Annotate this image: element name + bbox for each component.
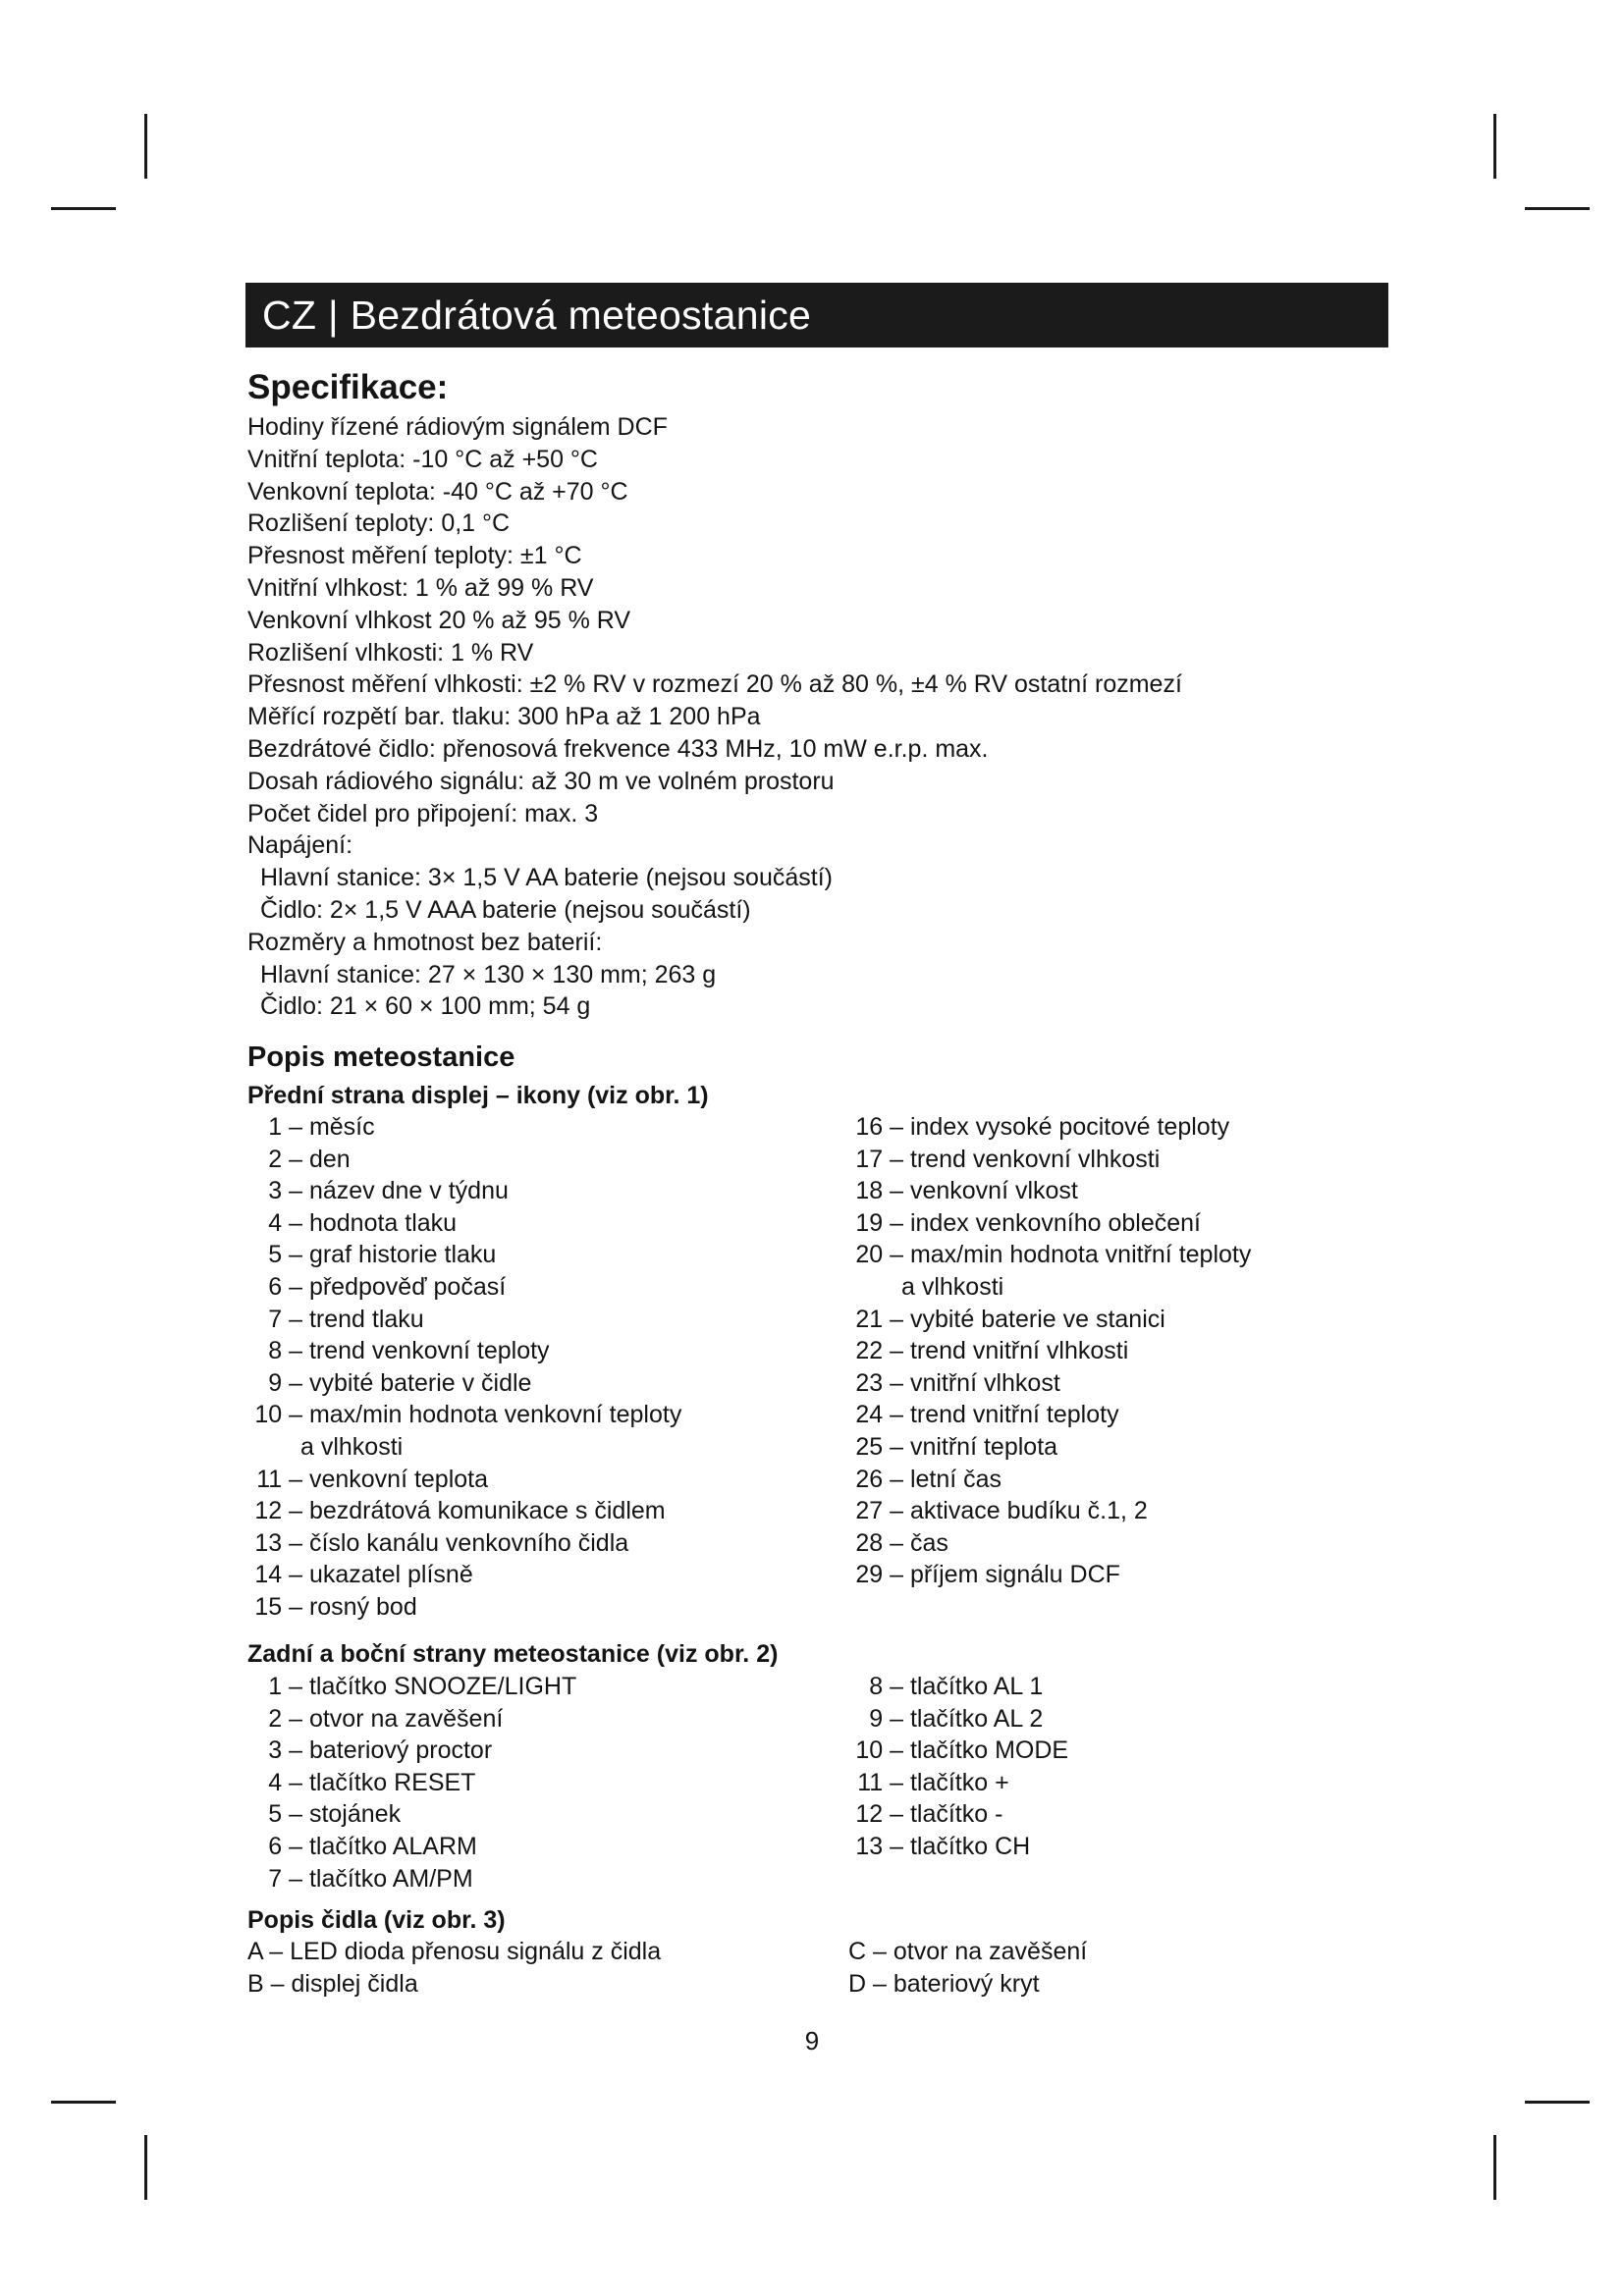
spec-line: Rozměry a hmotnost bez baterií: <box>247 928 603 956</box>
list-item <box>247 1798 576 1831</box>
list-item <box>848 1144 1251 1176</box>
list-item <box>247 1271 681 1304</box>
item-number: 8 – <box>869 1673 903 1700</box>
item-number: 11 – <box>256 1465 302 1493</box>
item-text: ukazatel plísně <box>308 1561 473 1589</box>
item-number: 3 – <box>268 1736 302 1765</box>
list-item <box>247 1464 681 1496</box>
list-item <box>848 1239 1251 1303</box>
item-number: 1 – <box>268 1673 302 1700</box>
item-number: 5 – <box>268 1800 302 1829</box>
item-text: den <box>308 1145 351 1173</box>
item-number: 15 – <box>254 1592 302 1621</box>
crop-mark-top-right-horizontal <box>1525 207 1590 210</box>
item-text: stojánek <box>308 1800 402 1829</box>
item-text: bateriový kryt <box>893 1969 1040 1998</box>
item-number: 23 – <box>855 1368 903 1397</box>
item-text: trend vnitřní vlhkosti <box>909 1337 1129 1365</box>
item-text: trend vnitřní teploty <box>909 1401 1119 1429</box>
list-item <box>247 1735 576 1767</box>
list-item <box>247 1831 576 1863</box>
back-side-heading: Zadní a boční strany meteostanice (viz obr. 2) <box>247 1640 779 1668</box>
sensor-heading: Popis čidla (viz obr. 3) <box>247 1906 506 1934</box>
item-number: 7 – <box>268 1864 302 1893</box>
list-item <box>848 1527 1251 1560</box>
item-number: 25 – <box>855 1432 903 1461</box>
item-text: vybité baterie ve stanici <box>909 1305 1165 1333</box>
item-text: tlačítko AL 1 <box>909 1673 1044 1700</box>
spec-line: Vnitřní teplota: -10 °C až +50 °C <box>247 445 598 473</box>
list-item <box>247 1968 661 2001</box>
spec-line: Rozlišení vlhkosti: 1 % RV <box>247 638 534 667</box>
item-text: předpověď počasí <box>308 1272 507 1301</box>
list-item <box>848 1735 1068 1767</box>
item-text: vybité baterie v čidle <box>308 1368 532 1397</box>
item-text: vnitřní teplota <box>909 1432 1058 1461</box>
list-item <box>247 1527 681 1560</box>
list-item <box>848 1798 1068 1831</box>
list-item <box>247 1304 681 1336</box>
item-number: 28 – <box>855 1528 903 1557</box>
page-title: CZ | Bezdrátová meteostanice <box>245 283 1388 347</box>
spec-line: Přesnost měření vlhkosti: ±2 % RV v rozmezí 20 % až 80 %, ±4 % RV ostatní rozmezí <box>247 670 1182 699</box>
list-item <box>848 1304 1251 1336</box>
crop-mark-top-right-vertical <box>1493 114 1496 179</box>
list-item <box>848 1335 1251 1367</box>
item-text: čas <box>909 1528 948 1557</box>
list-item <box>848 1671 1068 1703</box>
item-number: 12 – <box>254 1497 302 1525</box>
list-item <box>848 1399 1251 1431</box>
item-number: 10 – <box>855 1736 903 1765</box>
list-item <box>247 1936 661 1968</box>
spec-line: Počet čidel pro připojení: max. 3 <box>247 799 599 828</box>
spec-line: Rozlišení teploty: 0,1 °C <box>247 509 511 538</box>
item-text: trend tlaku <box>308 1305 424 1333</box>
item-number: 2 – <box>268 1704 302 1733</box>
item-text: max/min hodnota venkovní teploty <box>308 1401 682 1429</box>
item-number: 27 – <box>855 1497 903 1525</box>
list-item <box>247 1175 681 1207</box>
item-number: 9 – <box>869 1704 903 1733</box>
spec-line: Hlavní stanice: 27 × 130 × 130 mm; 263 g <box>260 960 717 988</box>
item-text: displej čidla <box>291 1969 418 1998</box>
front-icons-left-list <box>247 1111 681 1624</box>
list-item <box>848 1495 1251 1527</box>
list-item <box>247 1399 681 1463</box>
item-number: 3 – <box>268 1177 302 1205</box>
list-item <box>848 1936 1087 1968</box>
list-item <box>247 1671 576 1703</box>
item-number: 18 – <box>855 1177 903 1205</box>
spec-line: Venkovní teplota: -40 °C až +70 °C <box>247 477 628 506</box>
specs-heading: Specifikace: <box>247 368 449 406</box>
item-text: hodnota tlaku <box>308 1208 458 1237</box>
item-text: aktivace budíku č.1, 2 <box>909 1497 1148 1525</box>
item-text: vnitřní vlhkost <box>909 1368 1060 1397</box>
list-item <box>247 1703 576 1735</box>
list-item <box>848 1559 1251 1591</box>
crop-mark-top-left-vertical <box>144 114 147 179</box>
item-number: 6 – <box>268 1272 302 1301</box>
sensor-parts-left-list <box>247 1936 661 2000</box>
item-number: 24 – <box>855 1401 903 1429</box>
item-text: bateriový proctor <box>308 1736 493 1765</box>
list-item <box>247 1111 681 1144</box>
item-number: 22 – <box>855 1337 903 1365</box>
item-text: max/min hodnota vnitřní teploty <box>909 1241 1252 1269</box>
list-item <box>247 1559 681 1591</box>
front-icons-right-list <box>848 1111 1251 1591</box>
list-item <box>848 1831 1068 1863</box>
spec-line: Hlavní stanice: 3× 1,5 V AA baterie (nejsou součástí) <box>260 864 833 892</box>
item-text: tlačítko CH <box>909 1832 1031 1860</box>
item-text-continuation: a vlhkosti <box>300 1432 404 1461</box>
item-text: tlačítko RESET <box>308 1768 476 1796</box>
crop-mark-bottom-left-vertical <box>144 2135 147 2200</box>
item-number: 11 – <box>857 1768 903 1796</box>
back-buttons-left-list <box>247 1671 576 1895</box>
item-number: 13 – <box>855 1832 903 1860</box>
crop-mark-bottom-right-vertical <box>1493 2135 1496 2200</box>
spec-line: Měřící rozpětí bar. tlaku: 300 hPa až 1 200 hPa <box>247 703 761 731</box>
item-text: trend venkovní teploty <box>308 1337 550 1365</box>
item-text: tlačítko AL 2 <box>909 1704 1044 1733</box>
list-item <box>247 1335 681 1367</box>
list-item <box>848 1431 1251 1464</box>
list-item <box>247 1495 681 1527</box>
spec-line: Hodiny řízené rádiovým signálem DCF <box>247 413 668 441</box>
item-number: A – <box>247 1938 284 1965</box>
spec-line: Přesnost měření teploty: ±1 °C <box>247 542 582 570</box>
item-text: číslo kanálu venkovního čidla <box>308 1528 629 1557</box>
item-number: 2 – <box>268 1145 302 1173</box>
crop-mark-bottom-left-horizontal <box>51 2101 116 2104</box>
item-number: 9 – <box>268 1368 302 1397</box>
spec-line: Bezdrátové čidlo: přenosová frekvence 433 MHz, 10 mW e.r.p. max. <box>247 734 989 763</box>
item-text: měsíc <box>308 1113 375 1141</box>
item-number: 4 – <box>268 1768 302 1796</box>
item-number: 7 – <box>268 1305 302 1333</box>
item-number: 12 – <box>855 1800 903 1829</box>
description-heading: Popis meteostanice <box>247 1041 515 1073</box>
item-number: 14 – <box>254 1561 302 1589</box>
item-text: venkovní teplota <box>308 1465 489 1493</box>
item-text: tlačítko SNOOZE/LIGHT <box>308 1673 577 1700</box>
item-text: venkovní vlkost <box>909 1177 1078 1205</box>
list-item <box>247 1144 681 1176</box>
item-number: 26 – <box>855 1465 903 1493</box>
item-text: trend venkovní vlhkosti <box>909 1145 1161 1173</box>
list-item <box>848 1175 1251 1207</box>
item-text: tlačítko - <box>909 1800 1003 1829</box>
item-number: 21 – <box>855 1305 903 1333</box>
item-text: letní čas <box>909 1465 1002 1493</box>
item-number: 29 – <box>855 1561 903 1589</box>
list-item <box>247 1767 576 1799</box>
item-text: tlačítko + <box>909 1768 1009 1796</box>
front-display-heading: Přední strana displej – ikony (viz obr. 1) <box>247 1082 709 1109</box>
item-text: bezdrátová komunikace s čidlem <box>308 1497 666 1525</box>
spec-line: Čidlo: 2× 1,5 V AAA baterie (nejsou součástí) <box>260 895 751 924</box>
item-number: 10 – <box>254 1401 302 1429</box>
item-text: název dne v týdnu <box>308 1177 509 1205</box>
item-text: tlačítko MODE <box>909 1736 1069 1765</box>
list-item <box>247 1367 681 1400</box>
list-item <box>247 1863 576 1896</box>
list-item <box>848 1111 1251 1144</box>
back-buttons-right-list <box>848 1671 1068 1863</box>
list-item <box>247 1207 681 1240</box>
item-number: C – <box>848 1938 887 1965</box>
item-text-continuation: a vlhkosti <box>901 1272 1004 1301</box>
item-text: LED dioda přenosu signálu z čidla <box>290 1938 662 1965</box>
item-text: index venkovního oblečení <box>909 1208 1201 1237</box>
spec-line: Dosah rádiového signálu: až 30 m ve volném prostoru <box>247 767 835 795</box>
spec-line: Vnitřní vlhkost: 1 % až 99 % RV <box>247 573 594 602</box>
list-item <box>247 1591 681 1624</box>
item-text: index vysoké pocitové teploty <box>909 1113 1230 1141</box>
list-item <box>848 1968 1087 2001</box>
list-item <box>848 1703 1068 1735</box>
item-number: 4 – <box>268 1208 302 1237</box>
item-text: rosný bod <box>308 1592 417 1621</box>
item-number: B – <box>247 1969 285 1998</box>
item-number: 8 – <box>268 1337 302 1365</box>
item-number: 20 – <box>855 1241 903 1269</box>
spec-line: Venkovní vlhkost 20 % až 95 % RV <box>247 606 631 634</box>
sensor-parts-right-list <box>848 1936 1087 2000</box>
specs-list <box>247 411 1426 1023</box>
item-number: 13 – <box>254 1528 302 1557</box>
list-item <box>848 1464 1251 1496</box>
item-text: tlačítko AM/PM <box>308 1864 473 1893</box>
item-number: 1 – <box>268 1113 302 1141</box>
crop-mark-bottom-right-horizontal <box>1525 2101 1590 2104</box>
item-text: příjem signálu DCF <box>909 1561 1120 1589</box>
list-item <box>848 1367 1251 1400</box>
item-number: D – <box>848 1969 887 1998</box>
item-number: 16 – <box>855 1113 903 1141</box>
item-text: otvor na zavěšení <box>308 1704 504 1733</box>
item-number: 17 – <box>855 1145 903 1173</box>
item-text: graf historie tlaku <box>308 1241 497 1269</box>
list-item <box>247 1239 681 1271</box>
item-text: tlačítko ALARM <box>308 1832 477 1860</box>
crop-mark-top-left-horizontal <box>51 207 116 210</box>
list-item <box>848 1767 1068 1799</box>
item-text: otvor na zavěšení <box>893 1938 1088 1965</box>
item-number: 5 – <box>268 1241 302 1269</box>
item-number: 6 – <box>268 1832 302 1860</box>
item-number: 19 – <box>855 1208 903 1237</box>
list-item <box>848 1207 1251 1240</box>
page-number: 9 <box>804 2026 820 2056</box>
spec-line: Napájení: <box>247 831 353 860</box>
spec-line: Čidlo: 21 × 60 × 100 mm; 54 g <box>260 992 591 1021</box>
